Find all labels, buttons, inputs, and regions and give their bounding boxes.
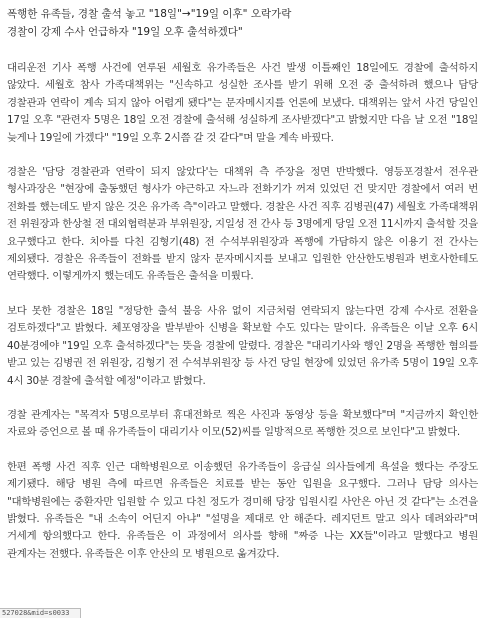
body-paragraph: 보다 못한 경찰은 18일 "정당한 출석 불응 사유 없이 지금처럼 연락되지 않는다면 강제 수사로 전환을 검토하겠다"고 밝혔다. 체포영장을 발부받아 신병을 확보할 수도 있다는 말이다. 유족들은 이날 오후 6시 40분경에야 "19일 오후 출석하겠다"는 뜻을 경찰에 알렸다. 경찰은 "대리기사와 행인 2명을 폭행한 혐의를 받고 있는 김병권 전 위원장, 김형기 전 수석부위원장 등 사건 당일 현장에 있었던 유가족 5명이 19일 오후 4시 30분 경찰에 출석할 예정"이라고 밝혔다. bbox=[7, 304, 478, 387]
subhead-block bbox=[0, 0, 480, 41]
body-paragraph: 경찰은 '담당 경찰관과 연락이 되지 않았다'는 대책위 측 주장을 정면 반박했다. 영등포경찰서 전우관 형사과장은 "현장에 출동했던 형사가 야근하고 자느라 전화기가 꺼져 있었던 건 맞지만 경찰에서 여러 번 전화를 했는데도 받지 않은 것은 유가족 측"이라고 말했다. 경찰은 사건 직후 김병권(47) 세월호 가족대책위 전 위원장과 한상철 전 대외협력분과 부위원장, 지일성 전 간사 등 3명에게 당일 오전 11시까지 출석할 것을 요구했다고 한다. 치아를 다친 김형기(48) 전 수석부위원장과 폭행에 가담하지 않은 이용기 전 간사는 제외됐다. 경찰은 유족들이 전화를 받지 않자 문자메시지를 보내고 입원한 안산한도병원과 변호사한테도 연락했다. 이렇게까지 했는데도 유족들은 출석을 미뤘다. bbox=[7, 166, 478, 283]
subhead: 폭행한 유족들, 경찰 출석 놓고 "18일"→"19일 이후" 오락가락 bbox=[7, 8, 292, 20]
status-url-fragment: 527028&mid=s0033 bbox=[0, 608, 81, 618]
subhead: 경찰이 강제 수사 언급하자 "19일 오후 출석하겠다" bbox=[7, 26, 243, 38]
body-paragraph: 경찰 관계자는 "목격자 5명으로부터 휴대전화로 찍은 사진과 동영상 등을 확보했다"며 "지금까지 확인한 자료와 증언으로 볼 때 유가족들이 대리기사 이모(52)씨를 일방적으로 폭행한 것으로 보인다"고 밝혔다. bbox=[7, 408, 478, 439]
body-paragraph: 대리운전 기사 폭행 사건에 연루된 세월호 유가족들은 사건 발생 이틀째인 18일에도 경찰에 출석하지 않았다. 세월호 참사 가족대책위는 "신속하고 성실한 조사를 받기 위해 오전 중 출석하려 했으나 담당 경찰관과 연락이 계속 되지 않아 어렵게 됐다"는 문자메시지를 언론에 보냈다. 대책위는 앞서 사건 당일인 17일 오후 "관련자 5명은 18일 오전 경찰에 출석해 성실하게 조사받겠다"고 밝혔지만 다음 날 오전 "18일 늦게나 19일에 가겠다" "19일 오후 2시쯤 갈 것 같다"며 말을 계속 바꿨다. bbox=[7, 62, 478, 144]
body-paragraph: 한편 폭행 사건 직후 인근 대학병원으로 이송했던 유가족들이 응급실 의사들에게 욕설을 했다는 주장도 제기됐다. 해당 병원 측에 따르면 유족들은 치료를 받는 동안 입원을 요구했다. 그러나 담당 의사는 "대학병원에는 중환자만 입원할 수 있고 다친 정도가 경미해 당장 입원시킬 사안은 아닌 것 같다"는 소견을 밝혔다. 유족들은 "내 소속이 어딘지 아냐" "설명을 제대로 안 해준다. 레지던트 말고 의사 데려와라"며 거세게 항의했다고 한다. 유족들은 이 과정에서 의사를 향해 "짜증 나는 XX들"이라고 말했다고 병원 관계자는 전했다. 유족들은 이후 안산의 모 병원으로 옮겨갔다. bbox=[7, 460, 478, 560]
article-body bbox=[0, 60, 480, 563]
